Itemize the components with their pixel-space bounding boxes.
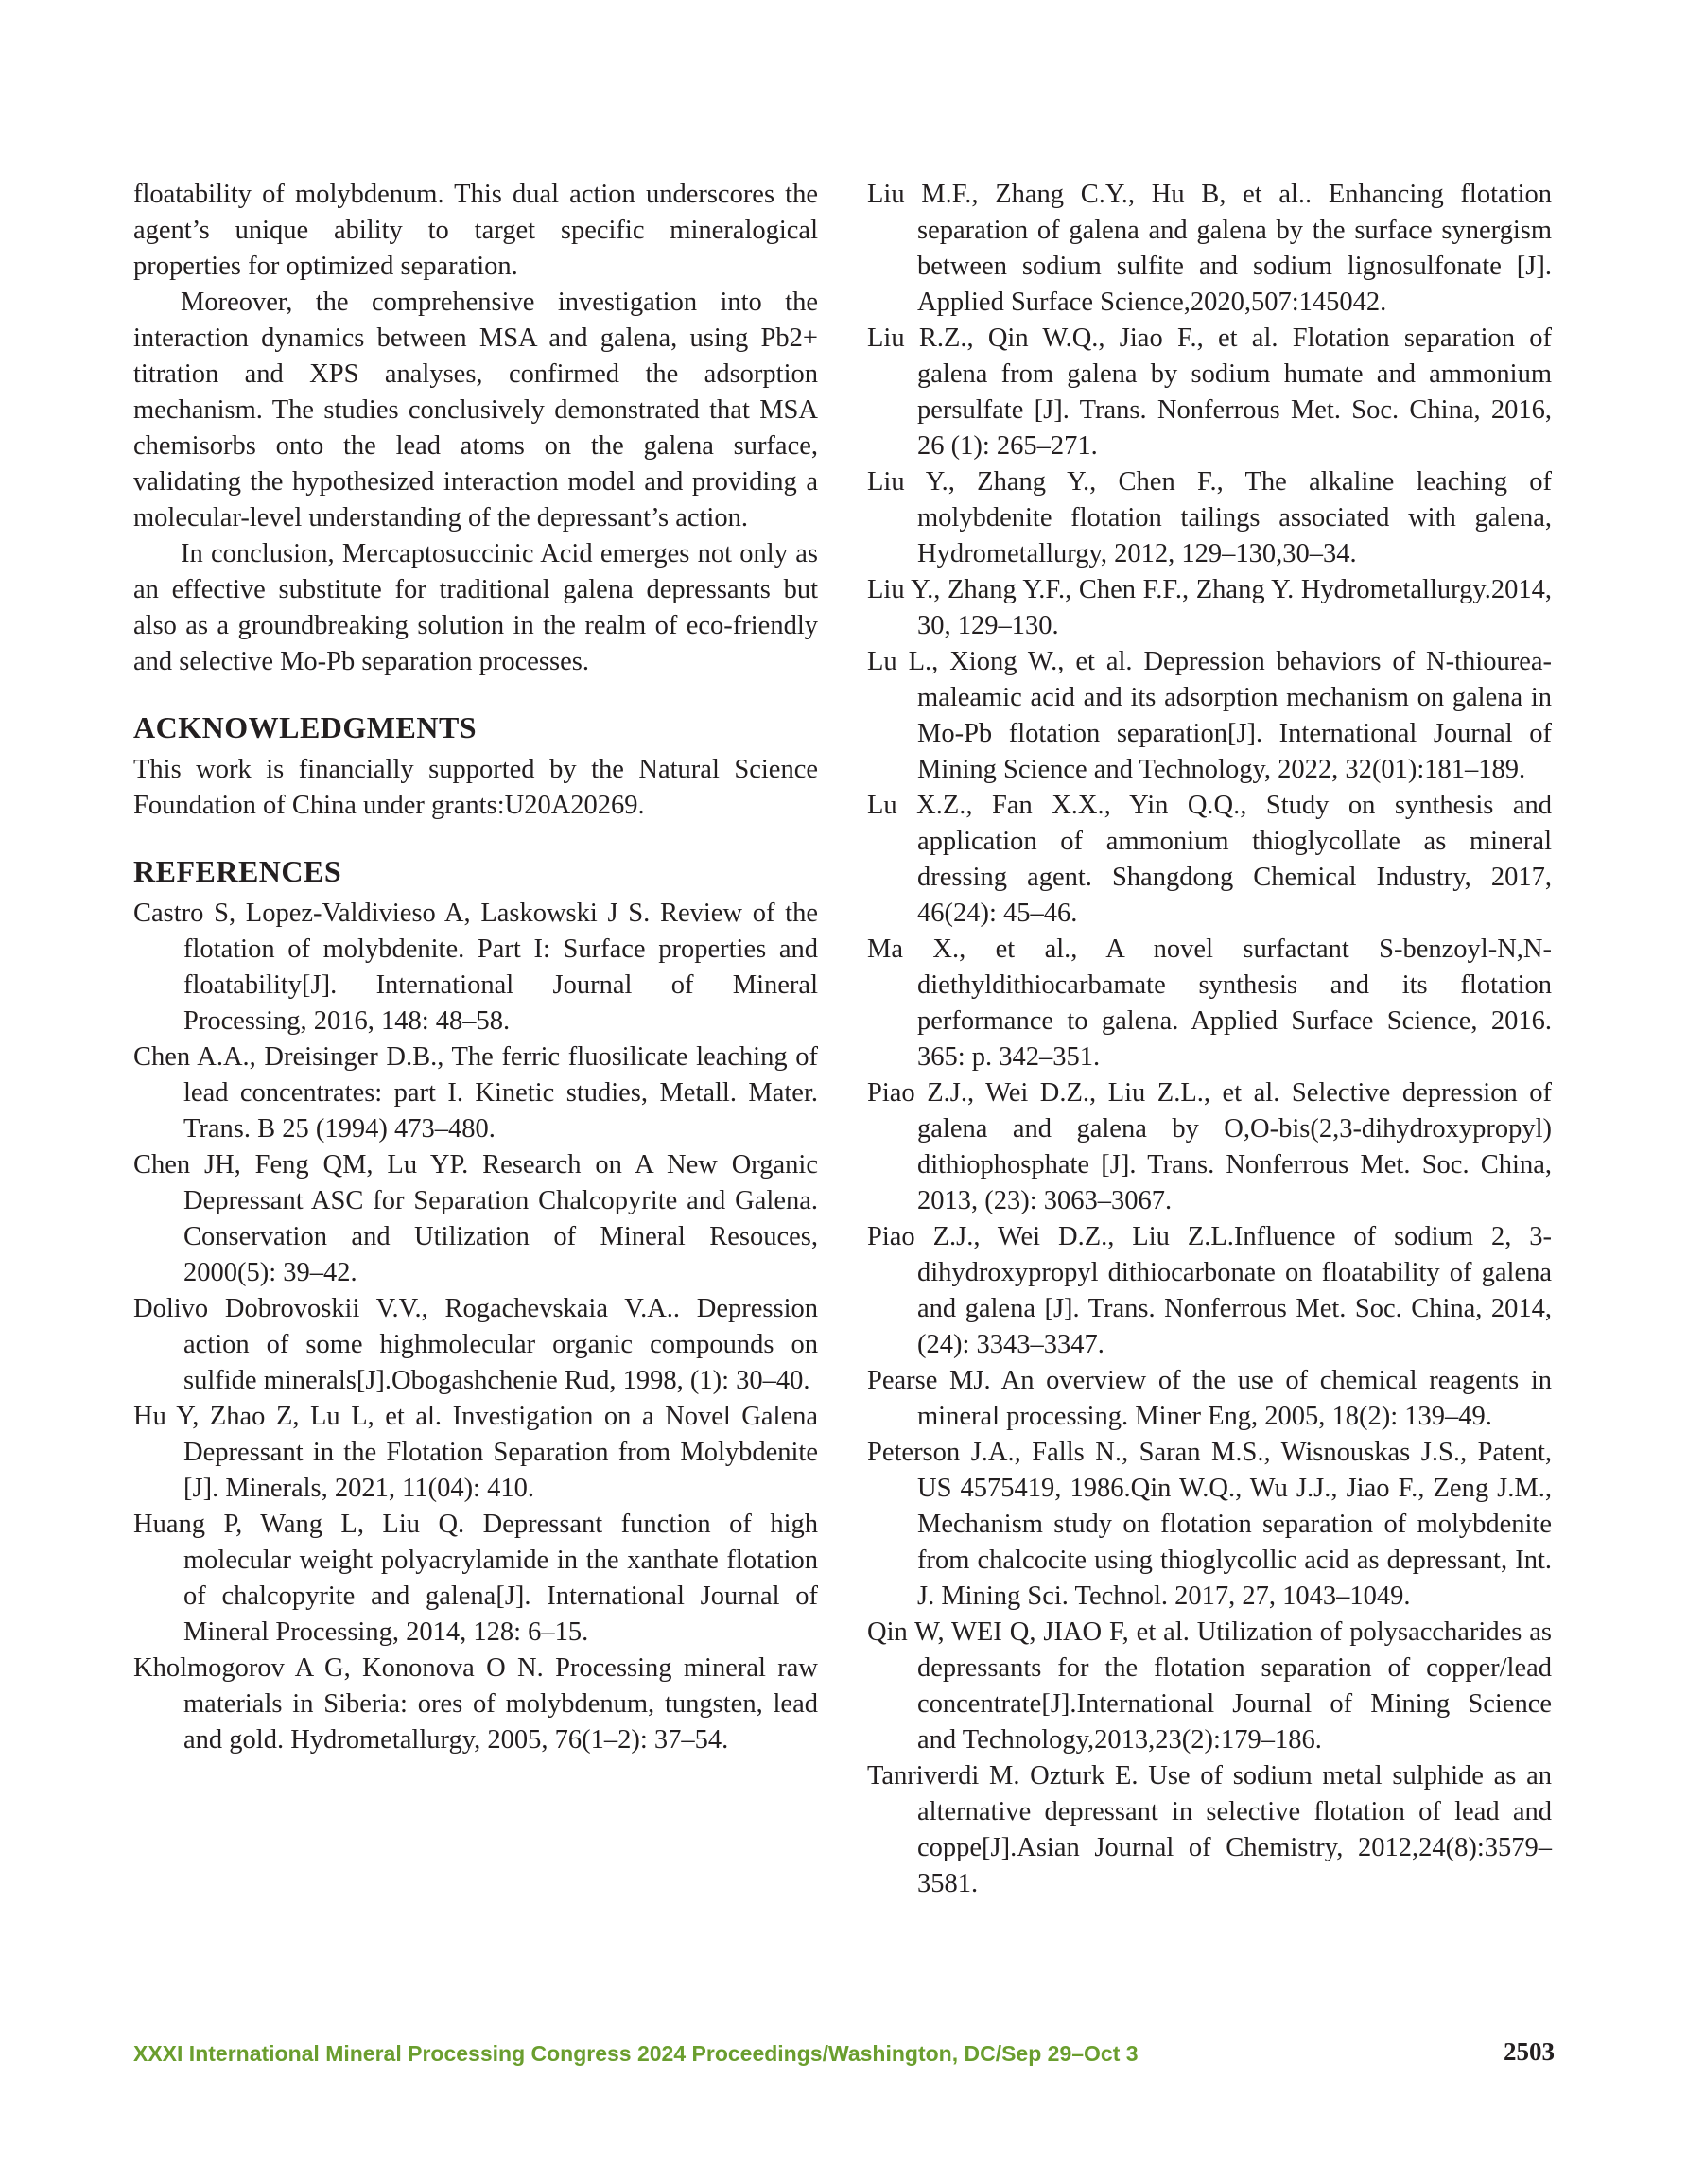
page-number: 2503 [1504,2037,1555,2066]
reference-item: Piao Z.J., Wei D.Z., Liu Z.L., et al. Selective depression of galena and galena by O,O-bis(2,3-dihydroxypropyl) dithiophosphate [J]. Trans. Nonferrous Met. Soc. China, 2013, (23): 3063–3067. [867,1078,1552,1215]
references-heading: REFERENCES [133,854,342,888]
running-footer: XXXI International Mineral Processing Congress 2024 Proceedings/Washington, DC/Sep 29–Oct 3 [133,2041,1139,2066]
reference-item: Chen JH, Feng QM, Lu YP. Research on A New Organic Depressant ASC for Separation Chalcopyrite and Galena. Conservation and Utilization of Mineral Resouces, 2000(5): 39–42. [133,1150,818,1287]
acknowledgments-heading: ACKNOWLEDGMENTS [133,710,478,744]
reference-item: Peterson J.A., Falls N., Saran M.S., Wisnouskas J.S., Patent, US 4575419, 1986.Qin W.Q., Wu J.J., Jiao F., Zeng J.M., Mechanism study on flotation separation of molybdenite from chalcocite using thioglycollic acid as depressant, Int. J. Mining Sci. Technol. 2017, 27, 1043–1049. [867,1438,1552,1611]
reference-item: Dolivo Dobrovoskii V.V., Rogachevskaia V.A.. Depression action of some highmolecular organic compounds on sulfide minerals[J].Obogashchenie Rud, 1998, (1): 30–40. [133,1294,818,1395]
reference-item: Liu M.F., Zhang C.Y., Hu B, et al.. Enhancing flotation separation of galena and galena by the surface synergism between sodium sulfite and sodium lignosulfonate [J]. Applied Surface Science,2020,507:145042. [867,180,1552,317]
reference-item: Huang P, Wang L, Liu Q. Depressant function of high molecular weight polyacrylamide in the xanthate flotation of chalcopyrite and galena[J]. International Journal of Mineral Processing, 2014, 128: 6–15. [133,1510,818,1647]
reference-item: Lu X.Z., Fan X.X., Yin Q.Q., Study on synthesis and application of ammonium thioglycollate as mineral dressing agent. Shangdong Chemical Industry, 2017, 46(24): 45–46. [867,791,1552,928]
reference-item: Liu Y., Zhang Y., Chen F., The alkaline leaching of molybdenite flotation tailings associated with galena, Hydrometallurgy, 2012, 129–130,30–34. [867,467,1552,568]
reference-item: Qin W, WEI Q, JIAO F, et al. Utilization of polysaccharides as depressants for the flotation separation of copper/lead concentrate[J].International Journal of Mining Science and Technology,2013,23(2):179–186. [867,1617,1552,1755]
reference-item: Lu L., Xiong W., et al. Depression behaviors of N-thiourea-maleamic acid and its adsorption mechanism on galena in Mo-Pb flotation separation[J]. International Journal of Mining Science and Technology, 2022, 32(01):181–189. [867,647,1552,784]
body-paragraph: Moreover, the comprehensive investigation into the interaction dynamics between MSA and galena, using Pb2+ titration and XPS analyses, confirmed the adsorption mechanism. The studies conclusively demonstrated that MSA chemisorbs onto the lead atoms on the galena surface, validating the hypothesized interaction model and providing a molecular-level understanding of the depressant’s action. [133,288,818,533]
reference-item: Ma X., et al., A novel surfactant S-benzoyl-N,N-diethyldithiocarbamate synthesis and its flotation performance to galena. Applied Surface Science, 2016. 365: p. 342–351. [867,935,1552,1072]
reference-item: Castro S, Lopez-Valdivieso A, Laskowski J S. Review of the flotation of molybdenite. Part I: Surface properties and floatability[J]. International Journal of Mineral Processing, 2016, 148: 48–58. [133,899,818,1036]
body-paragraph: In conclusion, Mercaptosuccinic Acid emerges not only as an effective substitute for traditional galena depressants but also as a groundbreaking solution in the realm of eco-friendly and selective Mo-Pb separation processes. [133,539,818,676]
left-column [133,177,818,1758]
reference-item: Pearse MJ. An overview of the use of chemical reagents in mineral processing. Miner Eng, 2005, 18(2): 139–49. [867,1366,1552,1431]
reference-item: Hu Y, Zhao Z, Lu L, et al. Investigation on a Novel Galena Depressant in the Flotation Separation from Molybdenite [J]. Minerals, 2021, 11(04): 410. [133,1402,818,1503]
reference-item: Tanriverdi M. Ozturk E. Use of sodium metal sulphide as an alternative depressant in selective flotation of lead and coppe[J].Asian Journal of Chemistry, 2012,24(8):3579–3581. [867,1761,1552,1898]
reference-item: Piao Z.J., Wei D.Z., Liu Z.L.Influence of sodium 2, 3-dihydroxypropyl dithiocarbonate on floatability of galena and galena [J]. Trans. Nonferrous Met. Soc. China, 2014, (24): 3343–3347. [867,1222,1552,1359]
reference-item: Liu Y., Zhang Y.F., Chen F.F., Zhang Y. Hydrometallurgy.2014, 30, 129–130. [867,575,1552,640]
acknowledgments-text: This work is financially supported by the Natural Science Foundation of China under grants:U20A20269. [133,755,818,820]
right-column [867,177,1552,1902]
body-paragraph: floatability of molybdenum. This dual action underscores the agent’s unique ability to target specific mineralogical properties for optimized separation. [133,180,818,281]
reference-item: Kholmogorov A G, Kononova O N. Processing mineral raw materials in Siberia: ores of molybdenum, tungsten, lead and gold. Hydrometallurgy, 2005, 76(1–2): 37–54. [133,1653,818,1755]
reference-item: Chen A.A., Dreisinger D.B., The ferric fluosilicate leaching of lead concentrates: part I. Kinetic studies, Metall. Mater. Trans. B 25 (1994) 473–480. [133,1042,818,1144]
reference-item: Liu R.Z., Qin W.Q., Jiao F., et al. Flotation separation of galena from galena by sodium humate and ammonium persulfate [J]. Trans. Nonferrous Met. Soc. China, 2016, 26 (1): 265–271. [867,323,1552,461]
